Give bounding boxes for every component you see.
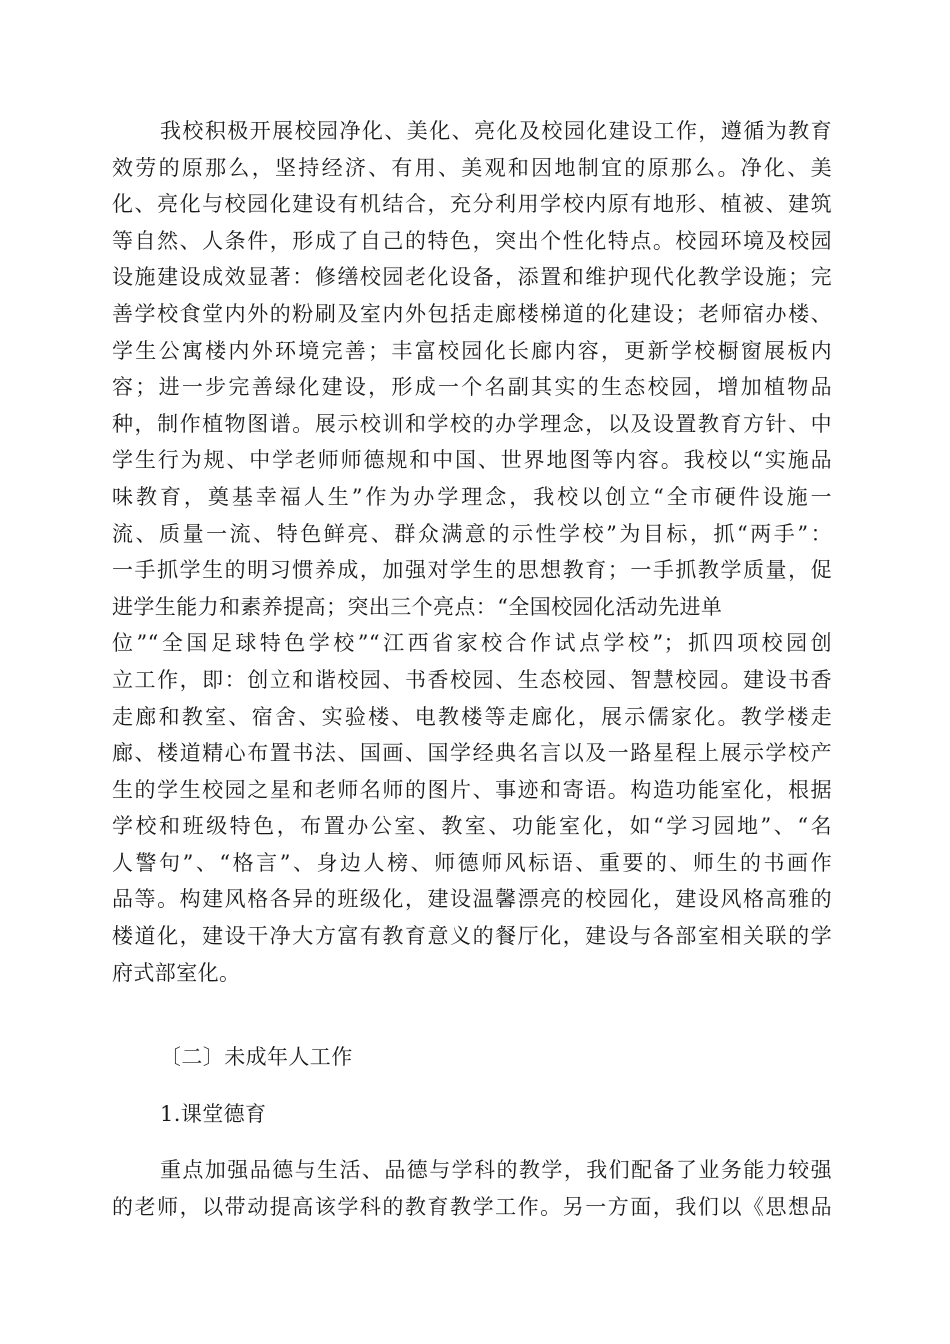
subsection-heading-text: 1.课堂德育 [160, 1102, 267, 1126]
text-line: 学校和班级特色，布置办公室、教室、功能室化，如“学习园地”、“名 [112, 814, 832, 839]
subsection-heading [112, 1096, 832, 1133]
text-line: 生的学生校园之星和老师名师的图片、事迹和寄语。构造功能室化，根据 [112, 777, 832, 802]
paragraph-campus-culture [112, 113, 832, 991]
text-line: 的老师，以带动提高该学科的教育教学工作。另一方面，我们以《思想品 [112, 1194, 832, 1219]
section-heading-text: 〔二〕未成年人工作 [160, 1045, 353, 1069]
text-line: 容；进一步完善绿化建设，形成一个名副其实的生态校园，增加植物品 [112, 375, 832, 400]
text-line: 走廊和教室、宿舍、实验楼、电教楼等走廊化，展示儒家化。教学楼走 [112, 704, 832, 729]
text-line: 府式部室化。 [112, 960, 241, 985]
text-line: 重点加强品德与生活、品德与学科的教学，我们配备了业务能力较强 [160, 1158, 832, 1182]
text-line: 廊、楼道精心布置书法、国画、国学经典名言以及一路星程上展示学校产 [112, 741, 832, 766]
text-line: 设施建设成效显著：修缮校园老化设备，添置和维护现代化教学设施；完 [112, 265, 832, 290]
text-line: 楼道化，建设干净大方富有教育意义的餐厅化，建设与各部室相关联的学 [112, 924, 832, 949]
text-line: 善学校食堂内外的粉刷及室内外包括走廊楼梯道的化建设；老师宿办楼、 [112, 301, 832, 326]
text-line: 位”“全国足球特色学校”“江西省家校合作试点学校”；抓四项校园创 [112, 631, 832, 656]
text-line: 流、质量一流、特色鲜亮、群众满意的示性学校”为目标，抓“两手”： [112, 521, 832, 546]
text-line: 进学生能力和素养提高；突出三个亮点：“全国校园化活动先进单 [112, 594, 723, 619]
section-heading [112, 1039, 832, 1076]
paragraph-classroom-moral [112, 1152, 832, 1225]
text-line: 一手抓学生的明习惯养成，加强对学生的思想教育；一手抓教学质量，促 [112, 558, 832, 583]
text-line: 学生公寓楼内外环境完善；丰富校园化长廊内容，更新学校橱窗展板内 [112, 338, 832, 363]
text-line: 我校积极开展校园净化、美化、亮化及校园化建设工作，遵循为教育 [160, 119, 832, 143]
text-line: 人警句”、“格言”、身边人榜、师德师风标语、重要的、师生的书画作 [112, 850, 832, 875]
text-line: 品等。构建风格各异的班级化，建设温馨漂亮的校园化，建设风格高雅的 [112, 887, 832, 912]
text-line: 学生行为规、中学老师师德规和中国、世界地图等内容。我校以“实施品 [112, 448, 832, 473]
text-line: 种，制作植物图谱。展示校训和学校的办学理念，以及设置教育方针、中 [112, 411, 832, 436]
text-line: 等自然、人条件，形成了自己的特色，突出个性化特点。校园环境及校园 [112, 228, 832, 253]
text-line: 效劳的原那么，坚持经济、有用、美观和因地制宜的原那么。净化、美 [112, 155, 832, 180]
text-line: 立工作，即：创立和谐校园、书香校园、生态校园、智慧校园。建设书香 [112, 667, 832, 692]
text-line: 味教育，奠基幸福人生”作为办学理念，我校以创立“全市硬件设施一 [112, 484, 832, 509]
text-line: 化、亮化与校园化建设有机结合，充分利用学校内原有地形、植被、建筑 [112, 192, 832, 217]
